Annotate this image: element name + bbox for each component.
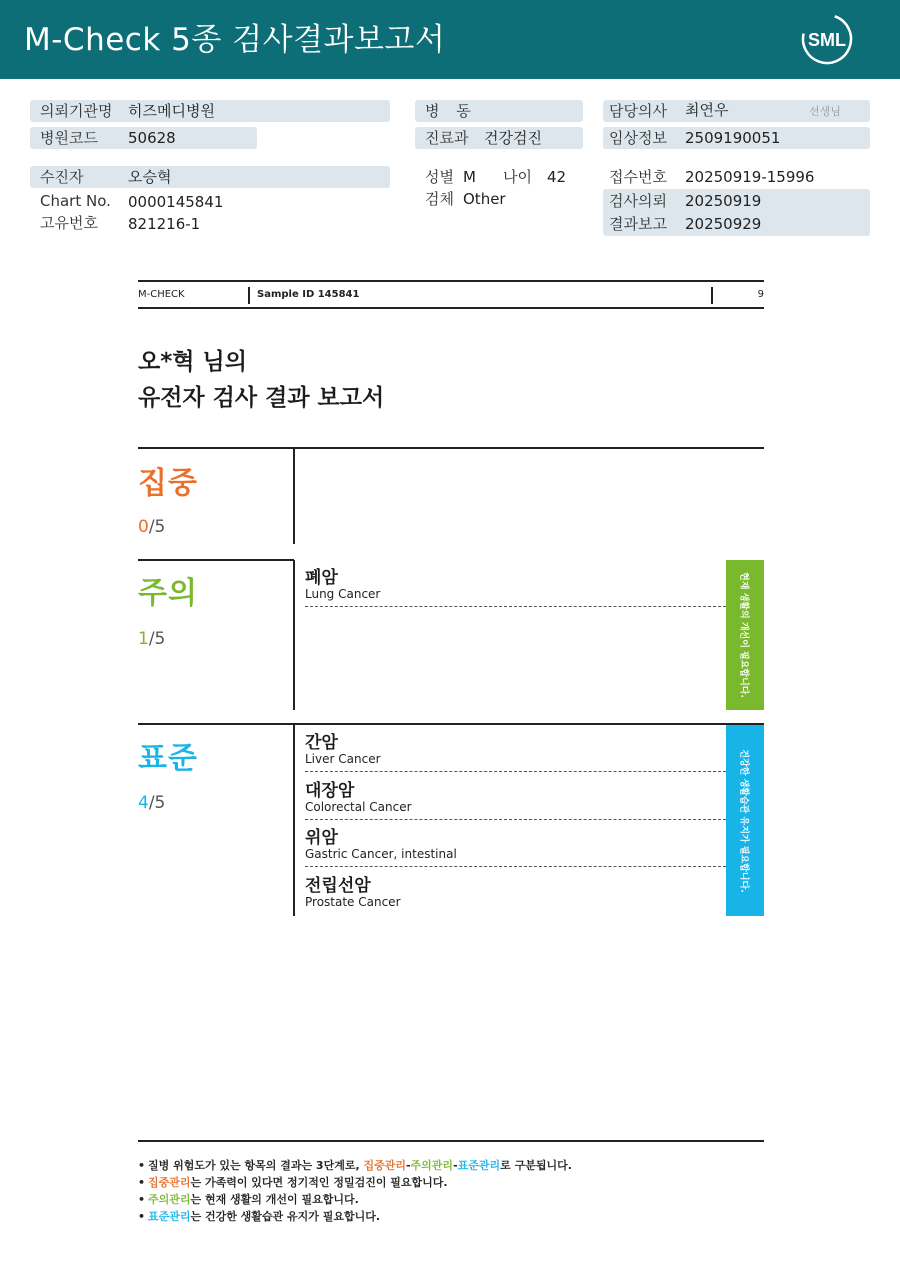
item-korean-name: 대장암	[305, 781, 355, 801]
doctor-value: 최연우	[685, 101, 729, 119]
level-focus-count	[138, 517, 165, 537]
caution-side-text: 현재 생활의 개선이 필요합니다.	[738, 572, 749, 698]
logo-text: SML	[808, 30, 846, 50]
standard-count-total: /5	[148, 793, 166, 813]
sml-logo	[800, 12, 854, 66]
greeting-line2: 유전자 검사 결과 보고서	[138, 385, 385, 411]
note-dash: -	[453, 1159, 458, 1172]
page-number: 9	[757, 289, 764, 300]
id-label: 고유번호	[40, 214, 98, 232]
report-header	[138, 280, 764, 309]
item-english-name: Gastric Cancer, intestinal	[305, 847, 457, 861]
hospital-code-value: 50628	[128, 129, 176, 147]
item-korean-name: 전립선암	[305, 876, 371, 896]
focus-count-total: /5	[148, 517, 166, 537]
reception-label: 접수번호	[609, 168, 667, 186]
doctor-suffix: 선생님	[809, 105, 841, 118]
patient-value: 오승혁	[128, 168, 172, 186]
note-focus-key: 집중관리	[363, 1159, 406, 1172]
caution-count-total: /5	[148, 629, 166, 649]
clinical-label: 임상정보	[609, 129, 667, 147]
sample-id: Sample ID 145841	[257, 289, 360, 300]
specimen-value: Other	[463, 190, 506, 208]
standard-side-note	[726, 725, 764, 916]
level-caution-count	[138, 629, 165, 649]
request-label: 검사의뢰	[609, 192, 667, 210]
patient-label: 수진자	[40, 168, 84, 186]
dept-value: 건강검진	[484, 129, 542, 147]
level-focus-name: 집중	[138, 466, 198, 501]
list-item	[305, 561, 726, 607]
chart-label: Chart No.	[40, 192, 111, 210]
section-divider	[138, 559, 294, 561]
note-text: 는 건강한 생활습관 유지가 필요합니다.	[190, 1210, 381, 1223]
list-item	[305, 869, 726, 915]
note-dash: -	[405, 1159, 411, 1172]
doctor-label: 담당의사	[609, 102, 667, 120]
list-item	[305, 774, 726, 820]
bullet-icon: •	[138, 1210, 146, 1223]
chart-value: 0000145841	[128, 193, 224, 211]
item-korean-name: 위암	[305, 828, 338, 848]
result-value: 20250929	[685, 215, 762, 233]
footer-notes	[138, 1157, 764, 1225]
institution-label: 의뢰기관명	[40, 102, 113, 120]
bullet-icon: •	[138, 1159, 146, 1172]
result-label: 결과보고	[609, 215, 667, 233]
report-title: M-Check 5종 검사결과보고서	[24, 22, 446, 58]
item-english-name: Colorectal Cancer	[305, 800, 412, 814]
note-item	[138, 1157, 764, 1174]
section-vertical-divider	[293, 449, 295, 544]
age-label: 나이	[503, 168, 532, 186]
hospital-code-label: 병원코드	[40, 129, 98, 147]
note-focus-key: 집중관리	[148, 1176, 191, 1189]
note-item	[138, 1208, 764, 1225]
caution-count-value: 1	[138, 629, 149, 649]
list-item	[305, 726, 726, 772]
sex-label: 성별	[425, 168, 454, 186]
note-standard-key: 표준관리	[148, 1210, 191, 1223]
header-divider	[248, 287, 250, 304]
bullet-icon: •	[138, 1193, 146, 1206]
standard-side-text: 건강한 생활습관 유지가 필요합니다.	[738, 748, 749, 893]
item-korean-name: 폐암	[305, 568, 338, 588]
sex-value: M	[463, 168, 476, 186]
section-vertical-divider	[293, 560, 295, 710]
age-value: 42	[547, 168, 567, 186]
institution-value: 히즈메디병원	[128, 102, 215, 120]
header-divider	[711, 287, 713, 304]
focus-count-value: 0	[138, 517, 149, 537]
item-english-name: Prostate Cancer	[305, 895, 401, 909]
note-text: 로 구분됩니다.	[500, 1159, 572, 1172]
brand-label: M-CHECK	[138, 289, 185, 300]
note-text: 는 현재 생활의 개선이 필요합니다.	[190, 1193, 359, 1206]
specimen-label: 검체	[425, 190, 454, 208]
bullet-icon: •	[138, 1176, 146, 1189]
reception-value: 20250919-15996	[685, 168, 815, 186]
note-standard-key: 표준관리	[457, 1159, 501, 1172]
note-item	[138, 1174, 764, 1191]
note-item	[138, 1191, 764, 1208]
report-greeting	[138, 344, 384, 416]
note-caution-key: 주의관리	[410, 1159, 454, 1172]
level-caution-name: 주의	[138, 576, 198, 611]
ward-label: 병 동	[425, 102, 477, 120]
standard-count-value: 4	[138, 793, 149, 813]
section-vertical-divider	[293, 725, 295, 916]
level-standard-name: 표준	[138, 741, 198, 776]
section-divider	[138, 447, 764, 449]
caution-side-note	[726, 560, 764, 710]
clinical-value: 2509190051	[685, 129, 781, 147]
id-value: 821216-1	[128, 215, 201, 233]
list-item	[305, 821, 726, 867]
patient-row-bg	[30, 166, 390, 188]
request-value: 20250919	[685, 192, 762, 210]
level-standard-count	[138, 793, 165, 813]
note-text: 는 가족력이 있다면 정기적인 정밀검진이 필요합니다.	[190, 1176, 448, 1189]
note-text: 질병 위험도가 있는 항목의 결과는 3단계로,	[148, 1159, 364, 1172]
footer-divider	[138, 1140, 764, 1142]
item-korean-name: 간암	[305, 733, 338, 753]
item-english-name: Liver Cancer	[305, 752, 381, 766]
item-english-name: Lung Cancer	[305, 587, 381, 601]
dept-label: 진료과	[425, 129, 469, 147]
section-divider	[138, 723, 764, 725]
title-bar	[0, 0, 900, 79]
note-caution-key: 주의관리	[148, 1193, 191, 1206]
greeting-line1: 오*혁 님의	[138, 349, 247, 375]
